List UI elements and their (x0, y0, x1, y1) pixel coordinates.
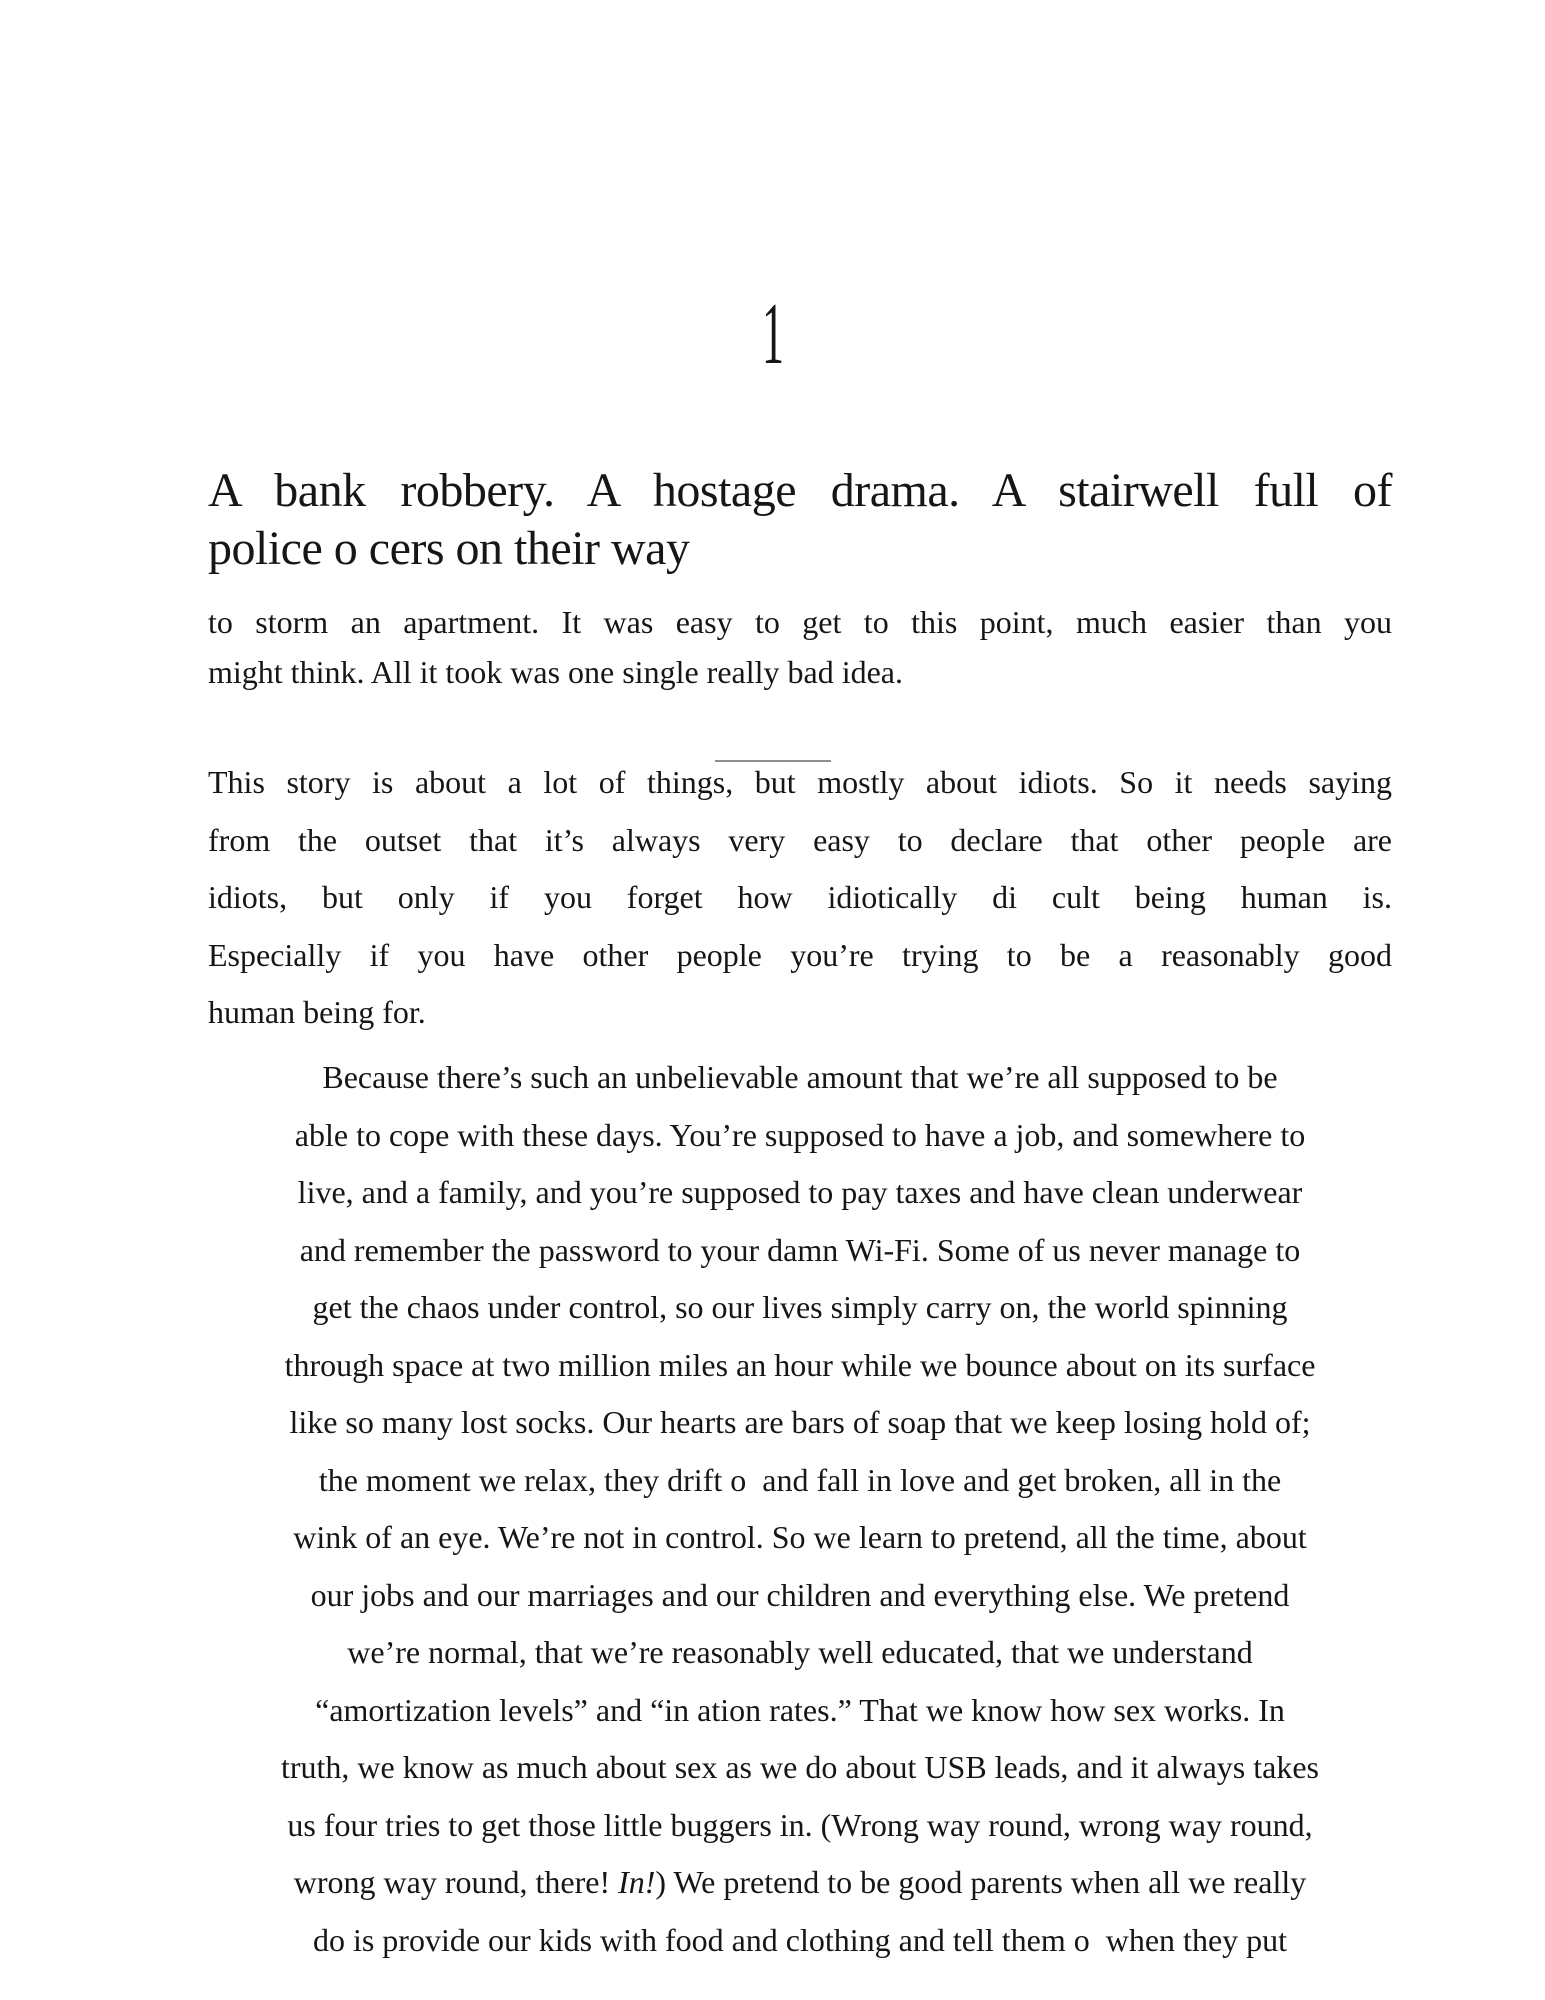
subheading-line-2: might think. All it took was one single really bad idea. (208, 654, 903, 690)
chapter-opening-heading (208, 462, 1392, 577)
paragraph-2-line: like so many lost socks. Our hearts are bars of soap that we keep losing hold of; (289, 1404, 1311, 1440)
paragraph-1-line: idiots, but only if you forget how idiotically di cult being human is. (208, 879, 1392, 915)
paragraph-2 (208, 1049, 1392, 1969)
paragraph-1-line: human being for. (208, 994, 426, 1030)
paragraph-2-line-segment: ) We pretend to be good parents when all we really (655, 1864, 1307, 1900)
paragraph-2-line: truth, we know as much about sex as we do about USB leads, and it always takes (280, 1749, 1319, 1785)
paragraph-2-line: our jobs and our marriages and our children and everything else. We pretend (310, 1576, 1290, 1613)
paragraph-2-line: able to cope with these days. You’re supposed to have a job, and somewhere to (294, 1116, 1306, 1153)
paragraph-2-line: do is provide our kids with food and clothing and tell them o when they put (312, 1921, 1288, 1958)
paragraph-2-line: us four tries to get those little buggers in. (Wrong way round, wrong way round, (287, 1806, 1313, 1843)
heading-line-1: A bank robbery. A hostage drama. A stairwell full of (208, 464, 1392, 517)
paragraph-2-line-segment: wrong way round, there! (293, 1864, 619, 1900)
paragraph-2-line-with-italic (208, 1854, 1392, 1912)
paragraph-2-line: Because there’s such an unbelievable amount that we’re all supposed to be (322, 1059, 1278, 1095)
paragraph-2-line: the moment we relax, they drift o and fall in love and get broken, all in the (318, 1461, 1282, 1498)
subheading-line-1: to storm an apartment. It was easy to get to this point, much easier than you (208, 604, 1392, 640)
paragraph-1-line: This story is about a lot of things, but mostly about idiots. So it needs saying (208, 764, 1392, 800)
heading-line-2: police o cers on their way (208, 521, 690, 575)
paragraph-2-line: through space at two million miles an hour while we bounce about on its surface (284, 1346, 1316, 1383)
paragraph-2-line: get the chaos under control, so our lives simply carry on, the world spinning (312, 1289, 1288, 1325)
paragraph-1-line: from the outset that it’s always very easy to declare that other people are (208, 821, 1392, 858)
paragraph-2-line: “amortization levels” and “in ation rates.” That we know how sex works. In (315, 1691, 1285, 1728)
paragraph-1 (208, 754, 1392, 1042)
chapter-number (0, 286, 1545, 383)
paragraph-2-line: wink of an eye. We’re not in control. So we learn to pretend, all the time, about (293, 1519, 1307, 1555)
paragraph-2-line: and remember the password to your damn Wi-Fi. Some of us never manage to (299, 1231, 1301, 1268)
paragraph-2-line: live, and a family, and you’re supposed to pay taxes and have clean underwear (297, 1174, 1303, 1210)
paragraph-1-line: Especially if you have other people you’re trying to be a reasonably good (208, 936, 1392, 973)
chapter-opening-subheading (208, 597, 1392, 697)
paragraph-2-italic-phrase: In! (618, 1864, 656, 1900)
chapter-number-digit: 1 (761, 286, 784, 383)
paragraph-2-line: we’re normal, that we’re reasonably well educated, that we understand (347, 1634, 1253, 1670)
